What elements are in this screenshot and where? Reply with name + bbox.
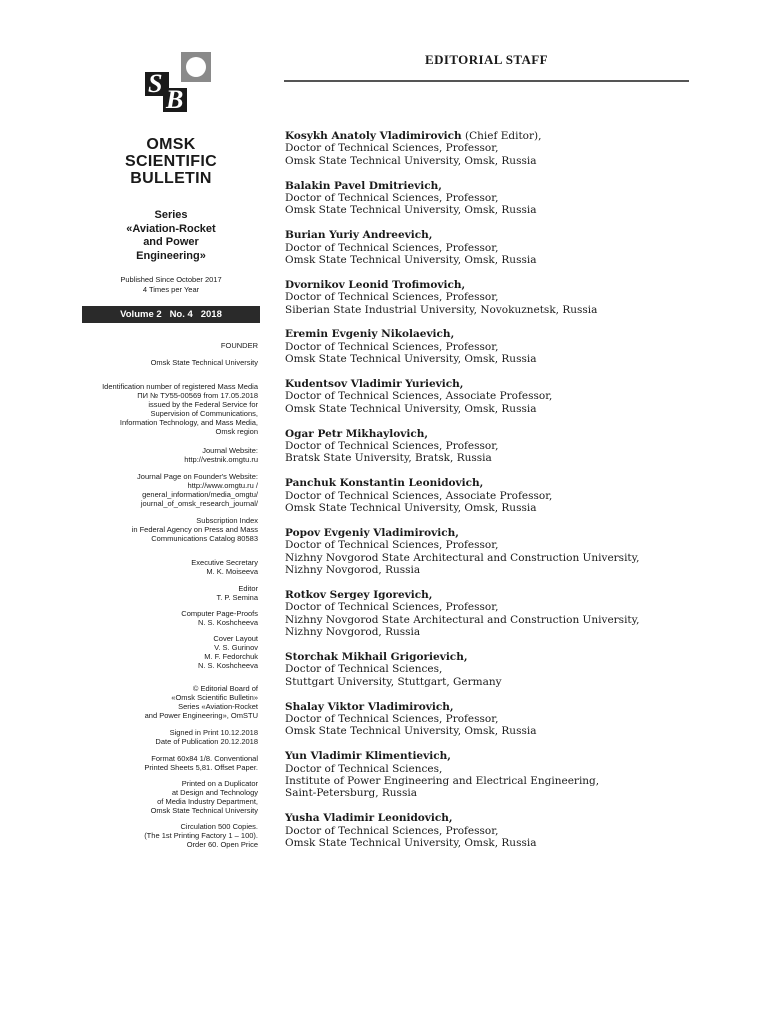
staff-affiliation-line: Doctor of Technical Sciences, Professor, bbox=[285, 340, 499, 353]
staff-name-line bbox=[285, 477, 705, 489]
staff-name: Eremin Evgeniy Nikolaevich, bbox=[285, 328, 455, 341]
staff-affiliation-line: Doctor of Technical Sciences, Professor, bbox=[285, 241, 499, 254]
staff-member bbox=[285, 428, 705, 465]
staff-member bbox=[285, 651, 705, 688]
staff-affiliation-line: Bratsk State University, Bratsk, Russia bbox=[285, 452, 492, 465]
proofs-block: Computer Page-Proofs N. S. Koshcheeva bbox=[181, 609, 258, 627]
website-block: Journal Website: http://vestnik.omgtu.ru bbox=[82, 446, 258, 464]
series-title: Series «Aviation-Rocket and Power Engineering» bbox=[126, 209, 216, 262]
staff-affiliation-line: Omsk State Technical University, Omsk, Russia bbox=[285, 154, 537, 167]
staff-affiliation-line: Doctor of Technical Sciences, Professor, bbox=[285, 142, 499, 155]
staff-member bbox=[285, 229, 705, 266]
staff-name: Popov Evgeniy Vladimirovich, bbox=[285, 526, 459, 539]
subscription-block: Subscription Index in Federal Agency on Press and Mass Communications Catalog 80583 bbox=[131, 516, 258, 543]
staff-affiliation-line: Doctor of Technical Sciences, Professor, bbox=[285, 539, 499, 552]
staff-affiliation-line: Nizhny Novgorod, Russia bbox=[285, 626, 421, 639]
staff-affiliation-line: Doctor of Technical Sciences, Professor, bbox=[285, 824, 499, 837]
staff-affiliation-line: Doctor of Technical Sciences, Associate Professor, bbox=[285, 489, 553, 502]
staff-name-line bbox=[285, 701, 705, 713]
staff-affiliation-line: Doctor of Technical Sciences, Professor, bbox=[285, 712, 499, 725]
staff-name: Yun Vladimir Klimentievich, bbox=[285, 750, 451, 763]
staff-affiliation-line: Doctor of Technical Sciences, Professor, bbox=[285, 440, 499, 453]
staff-name-line bbox=[285, 378, 705, 390]
staff-name-line bbox=[285, 589, 705, 601]
staff-affiliation-line: Siberian State Industrial University, Novokuznetsk, Russia bbox=[285, 303, 598, 316]
staff-member bbox=[285, 701, 705, 738]
staff-affiliation-line: Omsk State Technical University, Omsk, Russia bbox=[285, 402, 537, 415]
staff-affiliation-line: Omsk State Technical University, Omsk, Russia bbox=[285, 254, 537, 267]
journal-logo bbox=[145, 50, 209, 116]
staff-name: Kosykh Anatoly Vladimirovich bbox=[285, 130, 462, 142]
staff-affiliation-line: Doctor of Technical Sciences, Professor, bbox=[285, 601, 499, 614]
copyright-block: © Editorial Board of «Omsk Scientific Bulletin» Series «Aviation-Rocket and Power Engineering», OmSTU bbox=[144, 684, 258, 720]
staff-name: Ogar Petr Mikhaylovich, bbox=[285, 427, 429, 440]
founder-page-link[interactable]: http://www.omgtu.ru / bbox=[187, 481, 258, 490]
heading-divider bbox=[284, 80, 689, 82]
editorial-staff-list bbox=[285, 130, 705, 862]
printer-block: Printed on a Duplicator at Design and Technology of Media Industry Department, Omsk State Technical University bbox=[150, 779, 258, 815]
staff-member bbox=[285, 589, 705, 639]
staff-name-line bbox=[285, 428, 705, 440]
staff-name-line bbox=[285, 328, 705, 340]
staff-name: Panchuk Konstantin Leonidovich, bbox=[285, 477, 484, 490]
volume-bar: Volume 2 No. 4 2018 bbox=[82, 306, 260, 323]
editorial-staff-heading: EDITORIAL STAFF bbox=[425, 52, 548, 67]
staff-name: Burian Yuriy Andreevich, bbox=[285, 229, 433, 242]
staff-affiliation-line: Omsk State Technical University, Omsk, Russia bbox=[285, 725, 537, 738]
cover-layout-block: Cover Layout V. S. Gurinov M. F. Fedorchuk N. S. Koshcheeva bbox=[197, 634, 258, 670]
registration-block: Identification number of registered Mass Media ПИ № ТУ55-00569 from 17.05.2018 issued by the Federal Service for Supervision of Communications, Information Technology, and Mass Media, Omsk region bbox=[102, 382, 258, 436]
staff-name-line bbox=[285, 812, 705, 824]
staff-name: Dvornikov Leonid Trofimovich, bbox=[285, 278, 466, 291]
staff-affiliation-line: Nizhny Novgorod State Architectural and Construction University, bbox=[285, 551, 640, 564]
staff-affiliation-line: Omsk State Technical University, Omsk, Russia bbox=[285, 353, 537, 366]
staff-affiliation-line: Omsk State Technical University, Omsk, Russia bbox=[285, 836, 537, 849]
staff-affiliation-line: Omsk State Technical University, Omsk, Russia bbox=[285, 204, 537, 217]
staff-name: Balakin Pavel Dmitrievich, bbox=[285, 179, 442, 192]
staff-name-line bbox=[285, 279, 705, 291]
staff-name-line bbox=[285, 527, 705, 539]
staff-affiliation-line: Nizhny Novgorod State Architectural and Construction University, bbox=[285, 613, 640, 626]
staff-member bbox=[285, 812, 705, 849]
staff-member bbox=[285, 328, 705, 365]
founder-block: FOUNDER Omsk State Technical University bbox=[150, 341, 258, 367]
staff-affiliation-line: Doctor of Technical Sciences, Associate Professor, bbox=[285, 390, 553, 403]
staff-member bbox=[285, 527, 705, 577]
staff-name: Shalay Viktor Vladimirovich, bbox=[285, 700, 454, 713]
staff-member bbox=[285, 750, 705, 800]
format-block: Format 60x84 1/8. Conventional Printed Sheets 5,81. Offset Paper. bbox=[144, 754, 258, 772]
masthead-column bbox=[82, 50, 260, 323]
staff-member bbox=[285, 279, 705, 316]
staff-member bbox=[285, 180, 705, 217]
editor-block: Editor T. P. Semina bbox=[216, 584, 258, 602]
staff-affiliation-line: Doctor of Technical Sciences, Professor, bbox=[285, 291, 499, 304]
bulletin-title: OMSK SCIENTIFIC BULLETIN bbox=[125, 136, 217, 187]
staff-affiliation-line: Doctor of Technical Sciences, bbox=[285, 762, 443, 775]
logo-letter-b: B bbox=[166, 85, 184, 114]
staff-member bbox=[285, 378, 705, 415]
staff-affiliation-line: Doctor of Technical Sciences, Professor, bbox=[285, 192, 499, 205]
staff-affiliation-line: Doctor of Technical Sciences, bbox=[285, 663, 443, 676]
staff-member bbox=[285, 477, 705, 514]
staff-name-line bbox=[285, 229, 705, 241]
staff-affiliation-line: Saint-Petersburg, Russia bbox=[285, 787, 417, 800]
website-link[interactable]: http://vestnik.omgtu.ru bbox=[184, 455, 258, 464]
founder-page-block: Journal Page on Founder's Website: http://www.omgtu.ru / general_information/media_omgtu/ journal_of_omsk_research_journal/ bbox=[82, 472, 258, 508]
staff-name-line bbox=[285, 750, 705, 762]
staff-name-line bbox=[285, 130, 705, 142]
staff-name: Storchak Mikhail Grigorievich, bbox=[285, 650, 468, 663]
staff-affiliation-line: Nizhny Novgorod, Russia bbox=[285, 564, 421, 577]
staff-name: Kudentsov Vladimir Yurievich, bbox=[285, 378, 464, 391]
executive-secretary-block: Executive Secretary M. K. Moiseeva bbox=[191, 558, 258, 576]
staff-name: Rotkov Sergey Igorevich, bbox=[285, 588, 433, 601]
staff-name-line bbox=[285, 180, 705, 192]
staff-name-line bbox=[285, 651, 705, 663]
logo-letter-s: S bbox=[148, 69, 163, 98]
staff-affiliation-line: Stuttgart University, Stuttgart, Germany bbox=[285, 675, 502, 688]
staff-affiliation-line: Omsk State Technical University, Omsk, Russia bbox=[285, 502, 537, 515]
logo-circle bbox=[186, 57, 206, 77]
staff-member bbox=[285, 130, 705, 167]
circulation-block: Circulation 500 Copies. (The 1st Printing Factory 1 – 100). Order 60. Open Price bbox=[144, 822, 258, 849]
staff-role: (Chief Editor), bbox=[461, 130, 542, 142]
publication-frequency: Published Since October 2017 4 Times per Year bbox=[120, 275, 222, 294]
staff-affiliation-line: Institute of Power Engineering and Electrical Engineering, bbox=[285, 774, 600, 787]
print-dates-block: Signed in Print 10.12.2018 Date of Publication 20.12.2018 bbox=[155, 728, 258, 746]
staff-name: Yusha Vladimir Leonidovich, bbox=[285, 812, 453, 825]
